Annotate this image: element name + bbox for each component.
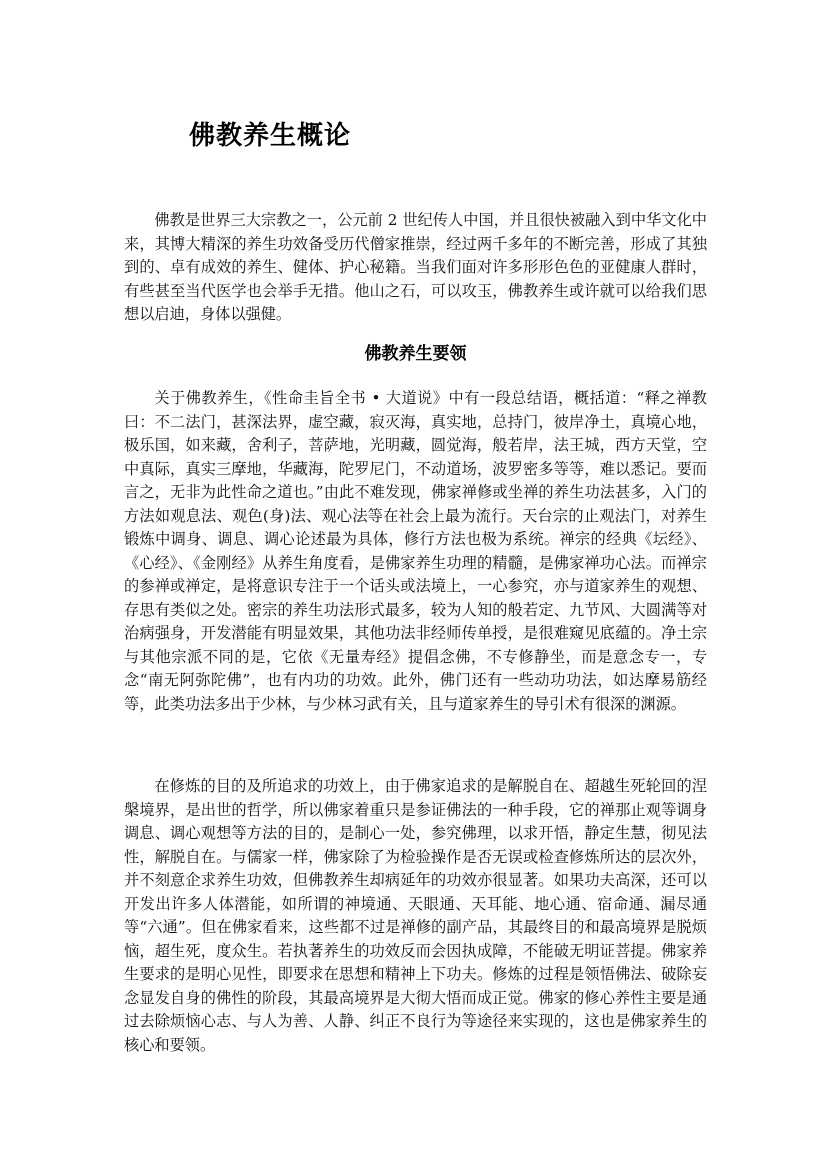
section-heading: 佛教养生要领 — [364, 344, 467, 364]
purpose-paragraph: 在修炼的目的及所追求的功效上，由于佛家追求的是解脱自在、超越生死轮回的涅槃境界，是出世的哲学，所以佛家着重只是参证佛法的一种手段，它的禅那止观等调身调息、调心观想等方法的目的，是制心一处，参究佛理，以求开悟，静定生慧，彻见法性，解脱自在。与儒家一样，佛家除了为检验操作是否无误或检查修炼所达的层次外，并不刻意企求养生功效，但佛教养生却病延年的功效亦很显著。如果功夫高深，还可以开发出许多人体潜能，如所谓的神境通、天眼通、天耳能、地心通、宿命通、漏尽通等“六通”。但在佛家看来，这些都不过是禅修的副产品，其最终目的和最高境界是脱烦恼，超生死，度众生。若执著养生的功效反而会因执成障，不能破无明证菩提。佛家养生要求的是明心见性，即要求在思想和精神上下功夫。修炼的过程是领悟佛法、破除妄念显发自身的佛性的阶段，其最高境界是大彻大悟而成正觉。佛家的修心养性主要是通过去除烦恼心志、与人为善、人静、纠正不良行为等途径来实现的，这也是佛家养生的核心和要领。 — [124, 777, 707, 1054]
intro-paragraph: 佛教是世界三大宗教之一，公元前 2 世纪传人中国，并且很快被融入到中华文化中来，其博大精深的养生功效备受历代僧家推崇，经过两千多年的不断完善，形成了其独到的、卓有成效的养生、健体、护心秘籍。当我们面对许多形形色色的亚健康人群时，有些甚至当代医学也会举手无措。他山之石，可以攻玉，佛教养生或许就可以给我们思想以启迪，身体以强健。 — [124, 211, 707, 323]
document-title: 佛教养生概论 — [189, 121, 352, 151]
essentials-paragraph: 关于佛教养生，《性命圭旨全书 • 大道说》中有一段总结语，概括道：“释之禅教曰：不二法门，甚深法界，虚空藏，寂灭海，真实地，总持门，彼岸净土，真境心地，极乐国，如来藏，舍利子，菩萨地，光明藏，圆觉海，般若岸，法王城，西方天堂，空中真际，真实三摩地，华藏海，陀罗尼门，不动道场，波罗密多等等，难以悉记。要而言之，无非为此性命之道也。”由此不难发现，佛家禅修或坐禅的养生功法甚多，入门的方法如观息法、观色(身)法、观心法等在社会上最为流行。天台宗的止观法门，对养生锻炼中调身、调息、调心论述最为具体，修行方法也极为系统。禅宗的经典《坛经》、《心经》、《金刚经》从养生角度看，是佛家养生功理的精髓，是佛家禅功心法。而禅宗的参禅或禅定，是将意识专注于一个话头或法境上，一心参究，亦与道家养生的观想、存思有类似之处。密宗的养生功法形式最多，较为人知的般若定、九节风、大圆满等对治病强身，开发潜能有明显效果，其他功法非经师传单授，是很难窥见底蕴的。净土宗与其他宗派不同的是，它依《无量寿经》提倡念佛，不专修静坐，而是意念专一，专念“南无阿弥陀佛”，也有内功的功效。此外，佛门还有一些动功功法，如达摩易筋经等，此类功法多出于少林，与少林习武有关，且与道家养生的导引术有很深的渊源。 — [124, 389, 707, 713]
